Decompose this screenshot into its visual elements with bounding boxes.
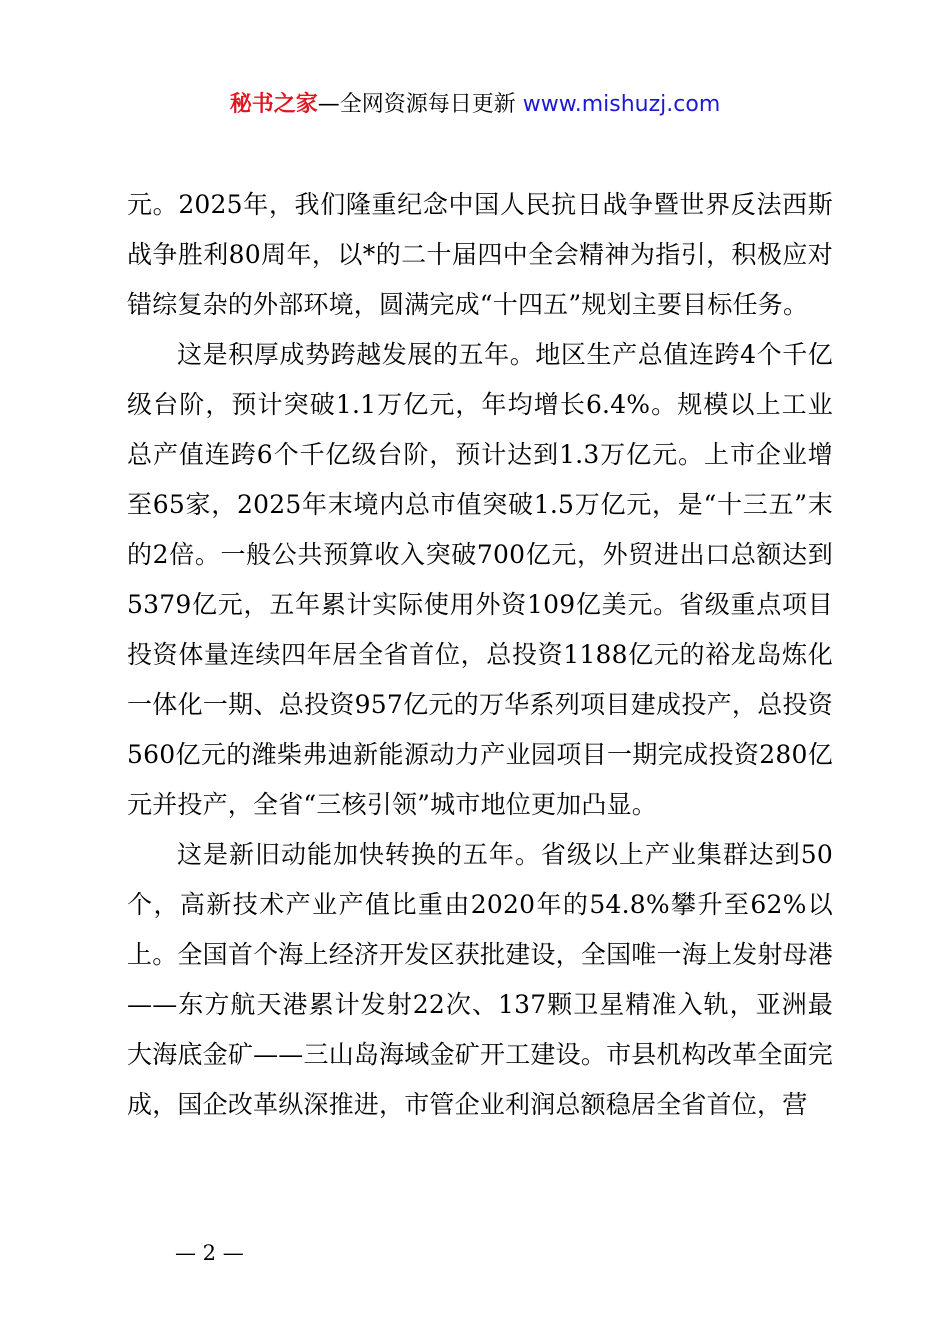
brand-name: 秘书之家 <box>229 92 318 117</box>
page-number: — 2 — <box>175 1241 244 1265</box>
paragraph-new-drivers-five-years: 这是新旧动能加快转换的五年。省级以上产业集群达到50个，高新技术产业产值比重由2020年的54.8%攀升至62%以上。全国首个海上经济开发区获批建设，全国唯一海上发射母港——东方航天港累计发射22次、137颗卫星精准入轨，亚洲最大海底金矿——三山岛海域金矿开工建设。市县机构改革全面完成，国企改革纵深推进，市管企业利润总额稳居全省首位，营 <box>127 840 833 1119</box>
document-body <box>127 180 833 1130</box>
site-header <box>0 88 950 122</box>
paragraph-growth-five-years: 这是积厚成势跨越发展的五年。地区生产总值连跨4个千亿级台阶，预计突破1.1万亿元，年均增长6.4%。规模以上工业总产值连跨6个千亿级台阶，预计达到1.3万亿元。上市企业增至65家，2025年末境内总市值突破1.5万亿元，是“十三五”末的2倍。一般公共预算收入突破700亿元，外贸进出口总额达到5379亿元，五年累计实际使用外资109亿美元。省级重点项目投资体量连续四年居全省首位，总投资1188亿元的裕龙岛炼化一体化一期、总投资957亿元的万华系列项目建成投产，总投资560亿元的潍柴弗迪新能源动力产业园项目一期完成投资280亿元并投产，全省“三核引领”城市地位更加凸显。 <box>127 340 833 819</box>
paragraph-continuation: 元。2025年，我们隆重纪念中国人民抗日战争暨世界反法西斯战争胜利80周年，以*的二十届四中全会精神为指引，积极应对错综复杂的外部环境，圆满完成“十四五”规划主要目标任务。 <box>127 190 833 319</box>
site-url-link[interactable]: www.mishuzj.com <box>522 92 721 117</box>
header-slogan: —全网资源每日更新 <box>317 92 516 117</box>
